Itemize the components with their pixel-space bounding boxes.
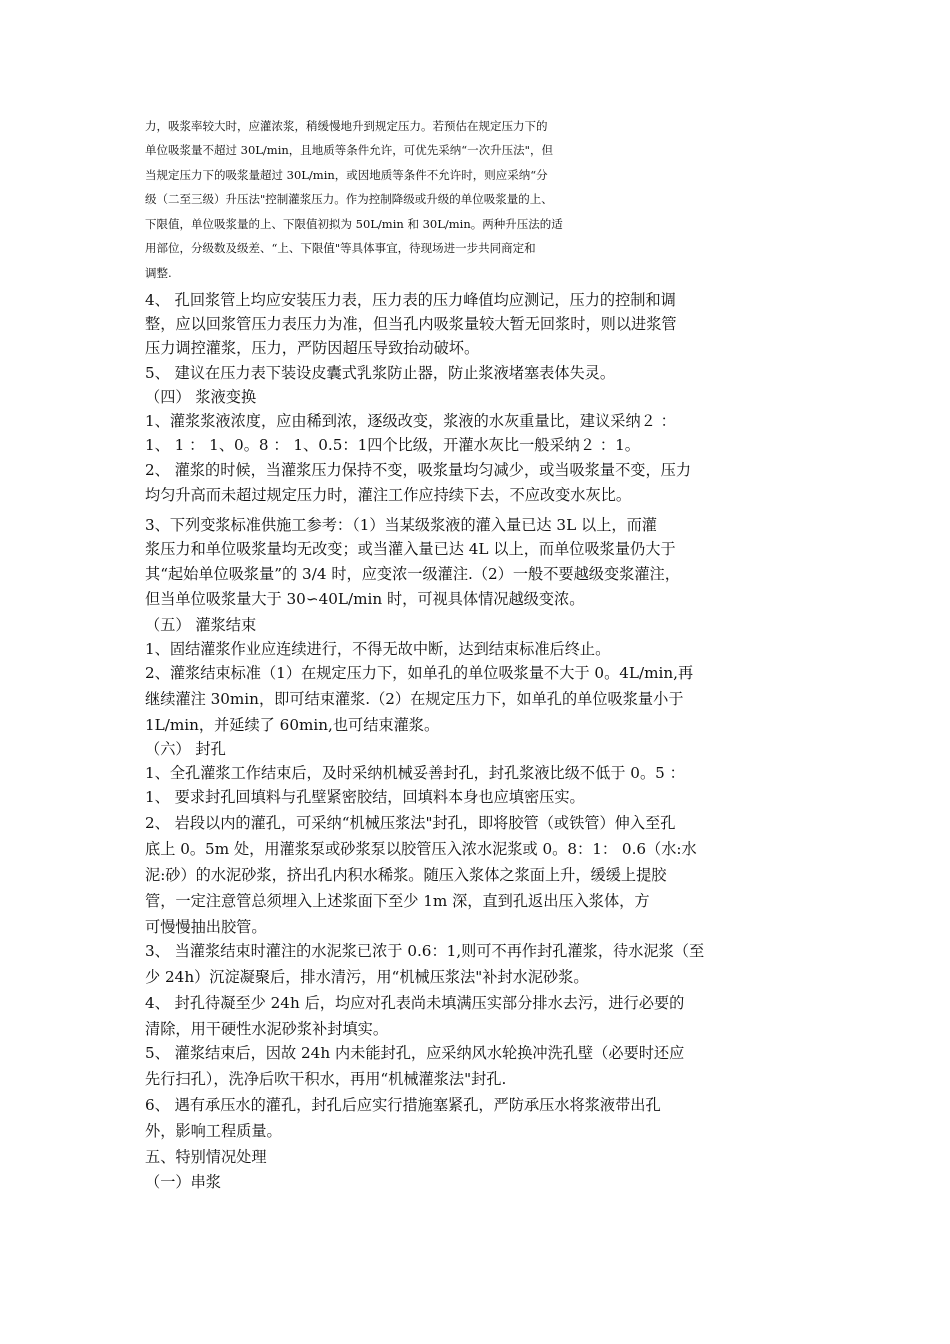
text-line: 1、全孔灌浆工作结束后，及时采纳机械妥善封孔，封孔浆液比级不低于 0。5 ： — [145, 764, 685, 782]
text-line: 5、 建议在压力表下装设皮囊式乳浆防止器，防止浆液堵塞表体失灵。 — [145, 364, 616, 382]
section-heading: （六） 封孔 — [145, 740, 226, 758]
small-line: 当规定压力下的吸浆量超过 30L/min，或因地质等条件不允许时，则应采纳“分 — [145, 168, 548, 182]
text-line: 但当单位吸浆量大于 30∽40L/min 时，可视具体情况越级变浓。 — [145, 590, 585, 608]
text-line: 均匀升高而未超过规定压力时，灌注工作应持续下去，不应改变水灰比。 — [145, 486, 631, 504]
text-line: 外，影响工程质量。 — [145, 1122, 282, 1140]
text-line: 浆压力和单位吸浆量均无改变；或当灌入量已达 4L 以上，而单位吸浆量仍大于 — [145, 540, 676, 558]
small-line: 用部位，分级数及级差、“上、下限值"等具体事宜，待现场进一步共同商定和 — [145, 241, 536, 255]
text-line: 3、 当灌浆结束时灌注的水泥浆已浓于 0.6：1,则可不再作封孔灌浆，待水泥浆（至 — [145, 942, 705, 960]
text-line: 继续灌注 30min，即可结束灌浆.（2）在规定压力下，如单孔的单位吸浆量小于 — [145, 690, 684, 708]
section-heading: （四） 浆液变换 — [145, 388, 257, 406]
text-line: 3、下列变浆标准供施工参考：（1）当某级浆液的灌入量已达 3L 以上，而灌 — [145, 516, 657, 534]
section-heading: （一）串浆 — [145, 1173, 221, 1191]
small-line: 单位吸浆量不超过 30L/min，且地质等条件允许，可优先采纳“一次升压法"，但 — [145, 143, 553, 157]
text-line: 2、 灌浆的时候，当灌浆压力保持不变，吸浆量均匀减少，或当吸浆量不变，压力 — [145, 461, 692, 479]
text-line: 5、 灌浆结束后，因故 24h 内未能封孔，应采纳风水轮换冲洗孔壁（必要时还应 — [145, 1044, 685, 1062]
text-line: 管，一定注意管总须埋入上述浆面下至少 1m 深，直到孔返出压入浆体，方 — [145, 892, 650, 910]
text-line: 1、 1 ： 1、0。8 ： 1、0.5：1四个比级，开灌水灰比一般采纳２ ：1。 — [145, 436, 640, 454]
text-line: 2、 岩段以内的灌孔，可采纳“机械压浆法"封孔，即将胶管（或铁管）伸入至孔 — [145, 814, 676, 832]
text-line: 4、 封孔待凝至少 24h 后，均应对孔表尚未填满压实部分排水去污，进行必要的 — [145, 994, 685, 1012]
text-line: 4、 孔回浆管上均应安装压力表，压力表的压力峰值均应测记，压力的控制和调 — [145, 291, 676, 309]
text-line: 泥:砂）的水泥砂浆，挤出孔内积水稀浆。随压入浆体之浆面上升，缓缓上提胶 — [145, 866, 667, 884]
small-line: 级（二至三级）升压法"控制灌浆压力。作为控制降级或升级的单位吸浆量的上、 — [145, 192, 553, 206]
text-line: 1、灌浆浆液浓度，应由稀到浓，逐级改变，浆液的水灰重量比，建议采纳２ ： — [145, 412, 676, 430]
text-line: 1、 要求封孔回填料与孔壁紧密胶结，回填料本身也应填密压实。 — [145, 788, 585, 806]
text-line: 底上 0。5m 处，用灌浆泵或砂浆泵以胶管压入浓水泥浆或 0。8：1： 0.6（水:水 — [145, 840, 697, 858]
text-line: 6、 遇有承压水的灌孔，封孔后应实行措施塞紧孔，严防承压水将浆液带出孔 — [145, 1096, 661, 1114]
text-line: 清除，用干硬性水泥砂浆补封填实。 — [145, 1020, 388, 1038]
text-line: 压力调控灌浆，压力，严防因超压导致抬动破坏。 — [145, 339, 480, 357]
text-line: 少 24h）沉淀凝聚后，排水清污，用“机械压浆法"补封水泥砂浆。 — [145, 968, 589, 986]
text-line: 1L/min，并延续了 60min,也可结束灌浆。 — [145, 716, 440, 734]
text-line: 整，应以回浆管压力表压力为准，但当孔内吸浆量较大暂无回浆时，则以进浆管 — [145, 315, 677, 333]
text-line: 可慢慢抽出胶管。 — [145, 918, 267, 936]
text-line: 1、固结灌浆作业应连续进行，不得无故中断，达到结束标准后终止。 — [145, 640, 611, 658]
small-line: 力，吸浆率较大时，应灌浓浆，稍缓慢地升到规定压力。若预估在规定压力下的 — [145, 119, 548, 133]
small-line: 下限值，单位吸浆量的上、下限值初拟为 50L/min 和 30L/min。两种升压法的适 — [145, 217, 563, 231]
section-heading: （五） 灌浆结束 — [145, 616, 257, 634]
small-line: 调整. — [145, 266, 172, 280]
text-line: 2、灌浆结束标准（1）在规定压力下，如单孔的单位吸浆量不大于 0。4L/min,再 — [145, 664, 694, 682]
text-line: 先行扫孔），洗净后吹干积水，再用“机械灌浆法"封孔. — [145, 1070, 507, 1088]
section-heading: 五、特别情况处理 — [145, 1148, 267, 1166]
text-line: 其“起始单位吸浆量”的 3/4 时，应变浓一级灌注.（2）一般不要越级变浆灌注， — [145, 565, 680, 583]
